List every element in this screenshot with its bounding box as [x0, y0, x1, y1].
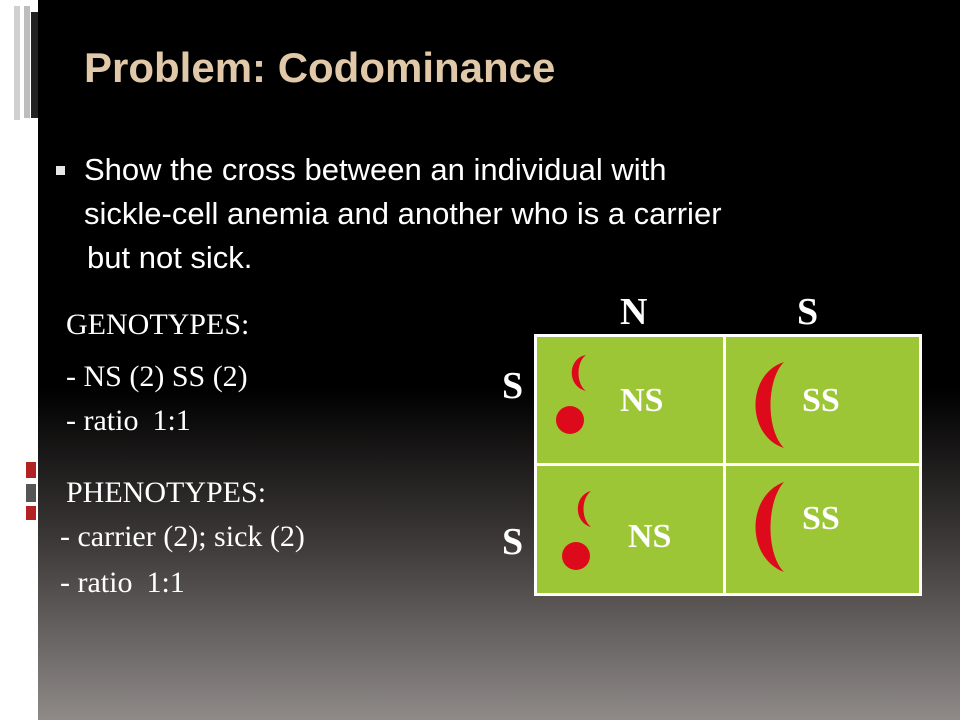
sickle-cell-icon [564, 488, 596, 530]
red-blood-cell-icon [554, 404, 586, 436]
cell-1-1-label: NS [620, 382, 664, 419]
slide-title: Problem: Codominance [84, 44, 556, 91]
problem-line-3: but not sick. [87, 240, 253, 275]
cell-1-2-label: SS [802, 382, 840, 419]
phenotypes-counts: - carrier (2); sick (2) [60, 520, 305, 553]
sickle-cell-icon [558, 352, 592, 394]
problem-line-1: Show the cross between an individual with [84, 152, 667, 187]
decorative-bars [0, 0, 44, 720]
phenotypes-ratio [60, 566, 185, 600]
cell-2-2-label: SS [802, 500, 840, 537]
grid-divider-horizontal [537, 463, 919, 466]
genotypes-counts: - NS (2) SS (2) [66, 360, 248, 393]
phenotypes-ratio-value: 1:1 [146, 566, 185, 599]
genotypes-ratio-label: - ratio [66, 404, 139, 437]
sickle-cell-icon [742, 478, 788, 576]
punnett-square [534, 334, 922, 596]
row-header-1: S [502, 365, 524, 407]
sickle-cell-icon [742, 358, 788, 452]
bullet-square-icon [56, 166, 65, 175]
column-header-1: N [620, 291, 648, 333]
genotypes-ratio-value: 1:1 [152, 404, 191, 437]
problem-line-2: sickle-cell anemia and another who is a carrier [84, 196, 722, 231]
genotypes-heading: GENOTYPES: [66, 308, 250, 341]
cell-2-1-label: NS [628, 518, 672, 555]
genotypes-ratio [66, 404, 191, 438]
phenotypes-ratio-label: - ratio [60, 566, 133, 599]
red-blood-cell-icon [560, 540, 592, 572]
phenotypes-heading: PHENOTYPES: [66, 476, 267, 509]
row-header-2: S [502, 521, 524, 563]
problem-statement [84, 148, 884, 280]
column-header-2: S [797, 291, 819, 333]
